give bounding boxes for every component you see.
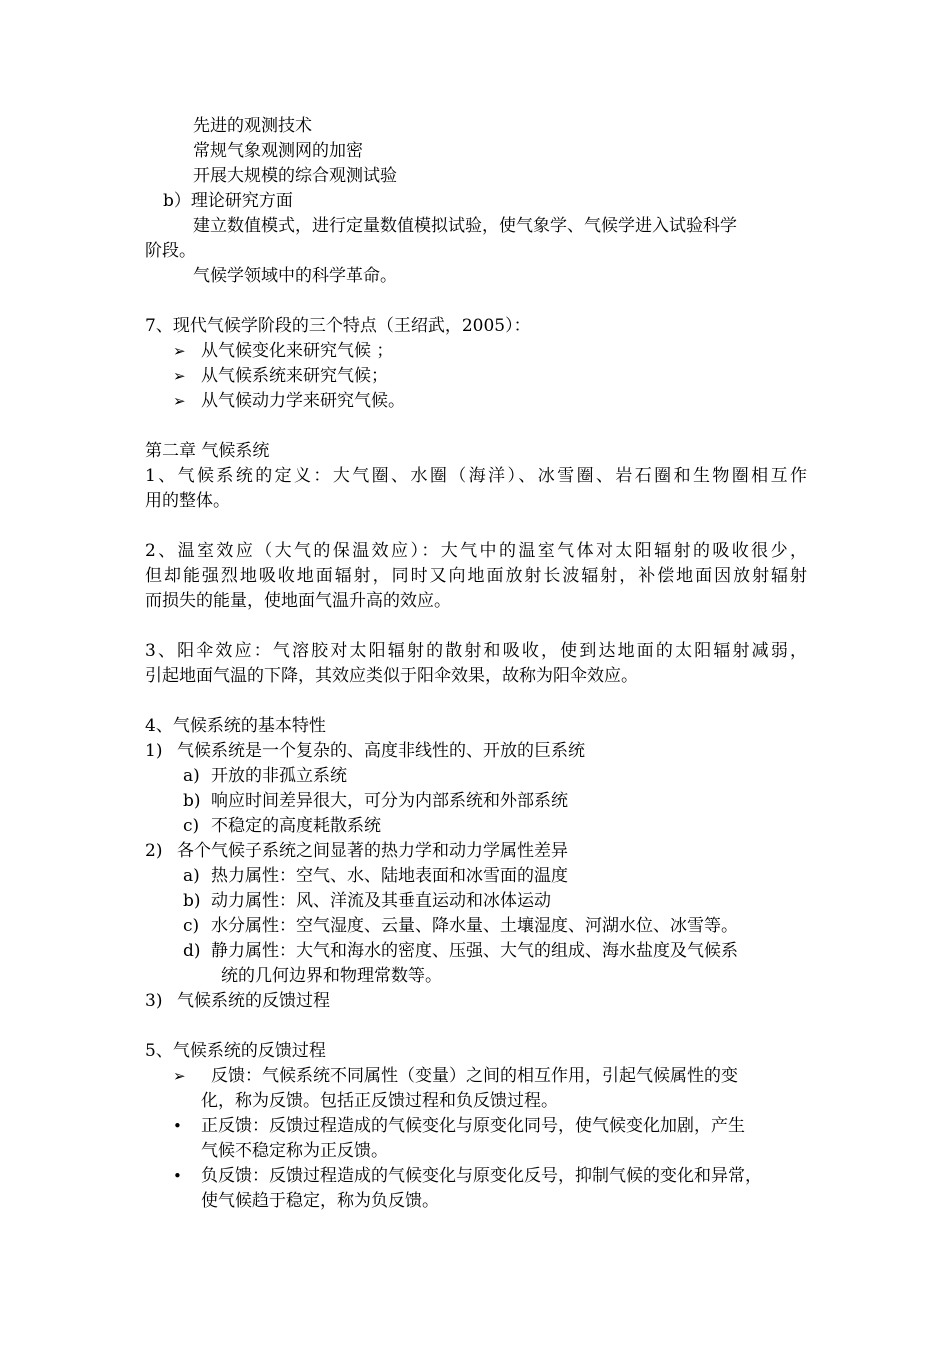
- sub-item-text: 不稳定的高度耗散系统: [211, 816, 381, 836]
- list-number: 2): [145, 841, 163, 861]
- feedback-line: 反馈：气候系统不同属性（变量）之间的相互作用，引起气候属性的变: [211, 1066, 738, 1086]
- sub-item-continuation: 统的几何边界和物理常数等。: [221, 966, 442, 986]
- theory-paragraph-line: 阶段。: [145, 241, 196, 261]
- section-heading: 4、气候系统的基本特性: [145, 716, 326, 736]
- arrow-bullet-icon: ➢: [173, 1067, 186, 1085]
- greenhouse-line: 2、温室效应（大气的保温效应）：大气中的温室气体对太阳辐射的吸收很少，: [145, 541, 807, 561]
- dot-bullet-icon: •: [173, 1117, 182, 1135]
- obs-item: 先进的观测技术: [193, 116, 312, 136]
- arrow-bullet-icon: ➢: [173, 342, 186, 360]
- feature-item: 从气候系统来研究气候；: [201, 366, 388, 386]
- sub-item-mark: b): [183, 891, 201, 911]
- feedback-line: 化，称为反馈。包括正反馈过程和负反馈过程。: [201, 1091, 558, 1111]
- list-number: 3): [145, 991, 163, 1011]
- arrow-bullet-icon: ➢: [173, 367, 186, 385]
- negative-feedback-line: 使气候趋于稳定，称为负反馈。: [201, 1191, 439, 1211]
- dot-bullet-icon: •: [173, 1167, 182, 1185]
- subheading-theory: b）理论研究方面: [163, 191, 293, 211]
- negative-feedback-line: 负反馈：反馈过程造成的气候变化与原变化反号，抑制气候的变化和异常，: [201, 1166, 762, 1186]
- sub-item-text: 动力属性：风、洋流及其垂直运动和冰体运动: [211, 891, 551, 911]
- theory-revolution: 气候学领域中的科学革命。: [193, 266, 397, 286]
- list-text: 气候系统的反馈过程: [177, 991, 330, 1011]
- greenhouse-line: 而损失的能量，使地面气温升高的效应。: [145, 591, 451, 611]
- sub-item-mark: c): [183, 816, 200, 836]
- sub-item-text: 开放的非孤立系统: [211, 766, 347, 786]
- theory-paragraph-line: 建立数值模式，进行定量数值模拟试验，使气象学、气候学进入试验科学: [193, 216, 737, 236]
- chapter-title: 第二章 气候系统: [145, 441, 270, 461]
- definition-line: 1、气候系统的定义：大气圈、水圈（海洋）、冰雪圈、岩石圈和生物圈相互作: [145, 466, 807, 486]
- section-heading: 5、气候系统的反馈过程: [145, 1041, 326, 1061]
- positive-feedback-line: 气候不稳定称为正反馈。: [201, 1141, 388, 1161]
- sub-item-text: 水分属性：空气湿度、云量、降水量、土壤湿度、河湖水位、冰雪等。: [211, 916, 738, 936]
- sub-item-mark: d): [183, 941, 201, 961]
- sub-item-mark: a): [183, 766, 200, 786]
- obs-item: 常规气象观测网的加密: [193, 141, 363, 161]
- sub-item-text: 静力属性：大气和海水的密度、压强、大气的组成、海水盐度及气候系: [211, 941, 738, 961]
- arrow-bullet-icon: ➢: [173, 392, 186, 410]
- sub-item-text: 响应时间差异很大，可分为内部系统和外部系统: [211, 791, 568, 811]
- sub-item-mark: b): [183, 791, 201, 811]
- feature-item: 从气候变化来研究气候 ；: [201, 341, 394, 361]
- section-heading: 7、现代气候学阶段的三个特点（王绍武，2005）：: [145, 316, 531, 336]
- umbrella-line: 引起地面气温的下降，其效应类似于阳伞效果，故称为阳伞效应。: [145, 666, 638, 686]
- list-number: 1): [145, 741, 163, 761]
- definition-line: 用的整体。: [145, 491, 230, 511]
- sub-item-mark: c): [183, 916, 200, 936]
- greenhouse-line: 但却能强烈地吸收地面辐射，同时又向地面放射长波辐射，补偿地面因放射辐射: [145, 566, 807, 586]
- list-text: 各个气候子系统之间显著的热力学和动力学属性差异: [177, 841, 568, 861]
- list-text: 气候系统是一个复杂的、高度非线性的、开放的巨系统: [177, 741, 585, 761]
- sub-item-text: 热力属性：空气、水、陆地表面和冰雪面的温度: [211, 866, 568, 886]
- umbrella-line: 3、阳伞效应：气溶胶对太阳辐射的散射和吸收，使到达地面的太阳辐射减弱，: [145, 641, 807, 661]
- obs-item: 开展大规模的综合观测试验: [193, 166, 397, 186]
- positive-feedback-line: 正反馈：反馈过程造成的气候变化与原变化同号，使气候变化加剧，产生: [201, 1116, 745, 1136]
- sub-item-mark: a): [183, 866, 200, 886]
- feature-item: 从气候动力学来研究气候。: [201, 391, 405, 411]
